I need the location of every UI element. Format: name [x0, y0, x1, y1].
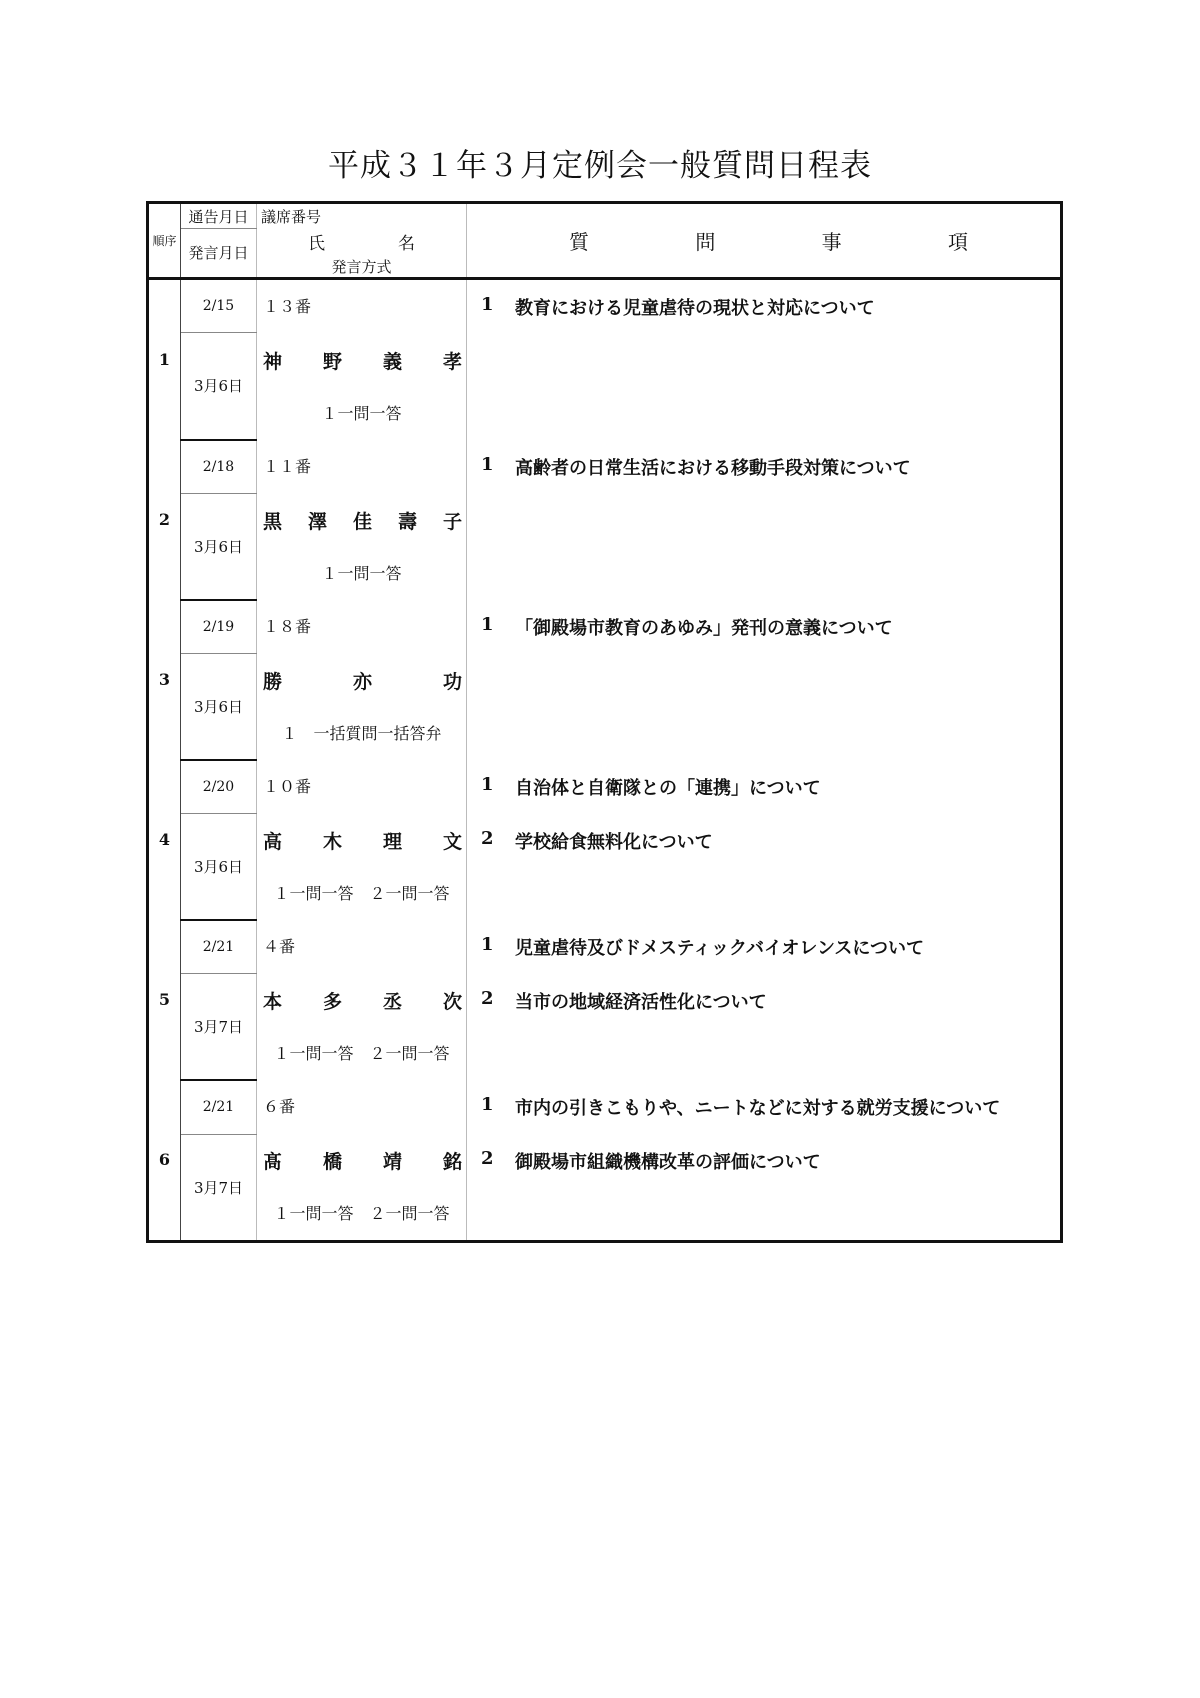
order-cell — [148, 1080, 181, 1242]
question-item — [481, 988, 1060, 1042]
name-char: 本 — [263, 991, 283, 1013]
name-char: 子 — [442, 511, 462, 533]
order-number: 2 — [158, 510, 171, 529]
question-item-text: 教育における児童虐待の現状と対応について — [515, 297, 875, 319]
table-row — [148, 1080, 1062, 1135]
header-method: 発言方式 — [331, 257, 392, 276]
speech-method: １一問一答 ２一問一答 — [273, 1203, 450, 1223]
table-row — [148, 920, 1062, 974]
name-char: 橋 — [322, 1151, 342, 1173]
member-name — [257, 974, 466, 1028]
name-char: 神 — [263, 351, 283, 373]
schedule-table — [146, 201, 1063, 1243]
name-char: 義 — [382, 351, 402, 373]
question-items — [467, 920, 1060, 1042]
header-items-char: 事 — [821, 229, 842, 254]
header-name-char: 氏 — [308, 233, 325, 254]
table-row — [148, 440, 1062, 494]
notice-date: 2/21 — [181, 1080, 257, 1135]
question-items — [467, 760, 1060, 882]
member-info — [257, 440, 466, 600]
name-char: 佳 — [352, 511, 372, 533]
speech-method: １一問一答 ２一問一答 — [273, 883, 450, 903]
question-item-text: 市内の引きこもりや、ニートなどに対する就労支援について — [515, 1097, 1001, 1119]
header-row — [148, 203, 1062, 229]
name-char: 野 — [322, 351, 342, 373]
order-cell — [148, 278, 181, 440]
items-cell — [467, 278, 1062, 440]
header-items-char: 項 — [947, 229, 968, 254]
question-item — [481, 934, 1060, 988]
question-item-number: 1 — [481, 773, 494, 795]
items-cell — [467, 1080, 1062, 1242]
question-item-number: 2 — [481, 1147, 494, 1169]
notice-date: 2/19 — [181, 600, 257, 654]
name-char: 木 — [322, 831, 342, 853]
question-item-number: 2 — [481, 827, 494, 849]
name-char: 次 — [442, 991, 462, 1013]
member-name — [257, 1134, 466, 1188]
seat-number: １８番 — [263, 616, 312, 636]
speech-date: 3月7日 — [181, 974, 257, 1080]
header-seat: 議席番号 — [261, 207, 322, 226]
header-speech-date: 発言月日 — [181, 229, 257, 279]
question-item-number: 1 — [481, 453, 494, 475]
member-info — [257, 760, 466, 920]
question-item-number: 1 — [481, 933, 494, 955]
header-items-char: 質 — [569, 229, 589, 254]
name-char: 多 — [322, 991, 342, 1013]
order-cell — [148, 760, 181, 920]
header-seat-cell — [257, 203, 467, 229]
question-item-text: 御殿場市組織機構改革の評価について — [515, 1151, 821, 1173]
header-name — [257, 229, 466, 254]
member-cell — [257, 600, 467, 760]
member-name — [257, 494, 466, 548]
member-cell — [257, 1080, 467, 1242]
items-cell — [467, 600, 1062, 760]
table-row — [148, 760, 1062, 814]
member-cell — [257, 920, 467, 1080]
question-item-text: 学校給食無料化について — [515, 831, 713, 853]
page-title: 平成３１年３月定例会一般質問日程表 — [328, 148, 872, 184]
order-number: 3 — [158, 670, 171, 689]
order-cell — [148, 440, 181, 600]
name-char: 理 — [382, 831, 402, 853]
header-notice-date: 通告月日 — [181, 203, 257, 229]
header-items — [467, 226, 1060, 255]
member-info — [257, 1080, 466, 1240]
question-item-number: 1 — [481, 613, 494, 635]
speech-method: １ 一括質問一括答弁 — [281, 723, 442, 743]
question-items — [467, 440, 1060, 508]
seat-number: １１番 — [263, 456, 312, 476]
name-char: 靖 — [382, 1151, 402, 1173]
question-item-text: 自治体と自衛隊との「連携」について — [515, 777, 821, 799]
member-cell — [257, 440, 467, 600]
member-cell — [257, 278, 467, 440]
question-item — [481, 294, 1060, 348]
member-name — [257, 334, 466, 388]
name-char: 壽 — [397, 511, 417, 533]
member-name — [257, 814, 466, 868]
member-cell — [257, 760, 467, 920]
question-item — [481, 774, 1060, 828]
name-char: 勝 — [263, 671, 283, 693]
speech-date: 3月6日 — [181, 654, 257, 760]
name-char: 髙 — [263, 1151, 283, 1173]
notice-date: 2/15 — [181, 278, 257, 333]
table-row — [148, 278, 1062, 333]
speech-date: 3月6日 — [181, 494, 257, 600]
member-info — [257, 600, 466, 760]
name-char: 功 — [442, 671, 462, 693]
order-number: 6 — [158, 1150, 171, 1169]
speech-date: 3月7日 — [181, 1134, 257, 1241]
notice-date: 2/18 — [181, 440, 257, 494]
question-item-text: 高齢者の日常生活における移動手段対策について — [515, 457, 911, 479]
order-number: 5 — [158, 990, 171, 1009]
speech-date: 3月6日 — [181, 814, 257, 920]
order-number: 1 — [158, 350, 171, 369]
header-name-char: 名 — [398, 233, 415, 254]
seat-number: ４番 — [263, 936, 296, 956]
question-items — [467, 280, 1060, 348]
seat-number: ６番 — [263, 1096, 296, 1116]
header-items-cell — [467, 203, 1062, 279]
speech-date: 3月6日 — [181, 333, 257, 440]
member-info — [257, 280, 466, 440]
notice-date: 2/21 — [181, 920, 257, 974]
seat-number: １３番 — [263, 296, 312, 316]
question-item — [481, 828, 1060, 882]
header-order: 順序 — [148, 203, 181, 279]
question-item — [481, 454, 1060, 508]
question-item-text: 児童虐待及びドメスティックバイオレンスについて — [515, 937, 925, 959]
member-info — [257, 920, 466, 1080]
notice-date: 2/20 — [181, 760, 257, 814]
question-item-number: 1 — [481, 1093, 494, 1115]
member-name — [257, 654, 466, 708]
speech-method: １一問一答 ２一問一答 — [273, 1043, 450, 1063]
speech-method: １一問一答 — [321, 403, 402, 423]
name-char: 文 — [442, 831, 462, 853]
items-cell — [467, 920, 1062, 1080]
name-char: 黒 — [263, 511, 283, 533]
name-char: 孝 — [442, 351, 462, 373]
table-row — [148, 600, 1062, 654]
question-item-number: 2 — [481, 987, 494, 1009]
order-number: 4 — [158, 830, 171, 849]
order-cell — [148, 920, 181, 1080]
name-char: 高 — [263, 831, 283, 853]
seat-number: １０番 — [263, 776, 312, 796]
items-cell — [467, 440, 1062, 600]
name-char: 銘 — [442, 1151, 462, 1173]
question-item — [481, 1094, 1060, 1148]
items-cell — [467, 760, 1062, 920]
header-items-char: 問 — [695, 229, 716, 254]
question-items — [467, 600, 1060, 668]
speech-method: １一問一答 — [321, 563, 402, 583]
question-item-text: 当市の地域経済活性化について — [515, 991, 767, 1013]
question-item — [481, 614, 1060, 668]
question-item-text: 「御殿場市教育のあゆみ」発刊の意義について — [515, 617, 893, 639]
order-cell — [148, 600, 181, 760]
name-char: 丞 — [382, 991, 402, 1013]
header-name-cell — [257, 229, 467, 279]
name-char: 澤 — [307, 511, 327, 533]
question-items — [467, 1080, 1060, 1202]
question-item — [481, 1148, 1060, 1202]
question-item-number: 1 — [481, 293, 494, 315]
name-char: 亦 — [352, 671, 372, 693]
